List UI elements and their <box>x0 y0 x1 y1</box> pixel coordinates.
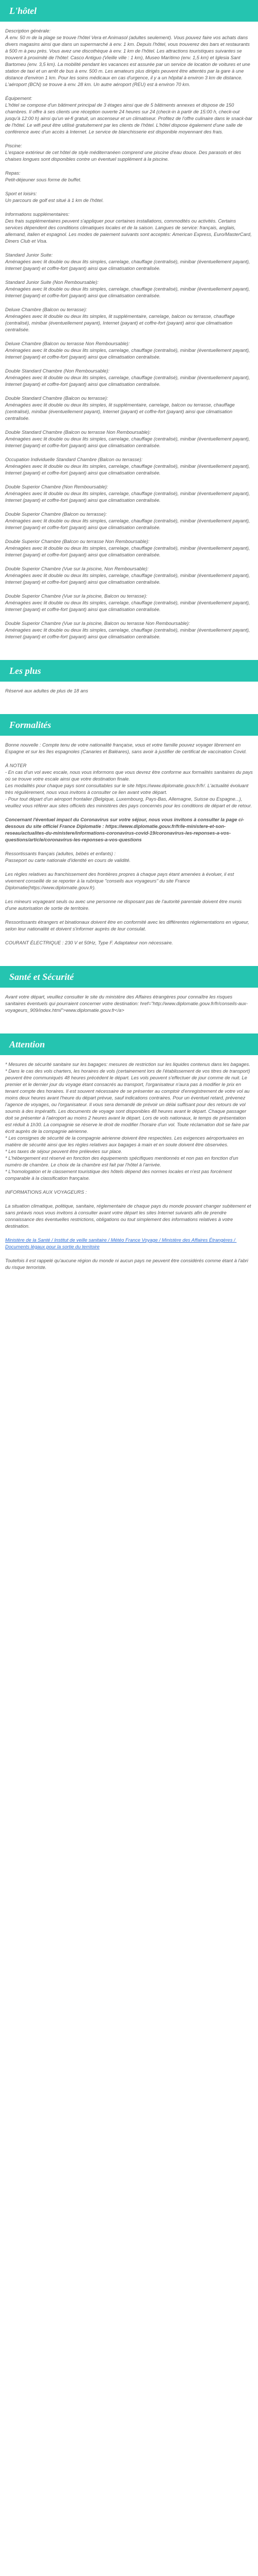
room-paragraph: Double Superior Chambre (Vue sur la piscine, Non Remboursable): Aménagées avec lit double ou deux lits simples, carrelage, chauffage (centralisé), minibar (éventuellement payant), Internet (payant) et coffre-fort (payant) ainsi que climatisation centralisée. <box>5 566 250 585</box>
room-paragraph: Double Standard Chambre (Balcon ou terrasse Non Remboursable): Aménagées avec lit double ou deux lits simples, carrelage, chauffage (centralisé), minibar (éventuellement payant), Internet (payant) et coffre-fort (payant) ainsi que climatisation centralisée. <box>5 430 250 448</box>
formalites-paragraph: Les règles relatives au franchissement des frontières propres à chaque pays étant amenées à évoluer, il est vivement conseillé de se reporter à la rubrique "conseils aux voyageurs" du site France Diplomatie(https://www.diplomatie.gouv.fr). <box>5 872 235 890</box>
section-formalites <box>0 714 258 966</box>
section-title-hotel: L'hôtel <box>0 0 258 22</box>
room-paragraph: Occupation Individuelle Standard Chambre (Balcon ou terrasse): Aménagées avec lit double ou deux lits simples, carrelage, chauffage (centralisé), minibar (éventuellement payant), Internet (payant) et coffre-fort (payant) ainsi que climatisation centralisée. <box>5 457 250 476</box>
section-title-formalites: Formalités <box>0 714 258 736</box>
formalites-paragraph: Ressortissants étrangers et binationaux doivent être en conformité avec les différentes réglementations en vigueur, selon leur nationalité et doivent s'informer auprès de leur consulat. <box>5 920 251 931</box>
room-paragraph: Deluxe Chambre (Balcon ou terrasse Non Remboursable): Aménagées avec lit double ou deux lits simples, carrelage, chauffage (centralisé), minibar (éventuellement payant), Internet (payant) et coffre-fort (payant) ainsi que climatisation centralisée. <box>5 341 250 360</box>
formalites-paragraph: Concernant l'éventuel impact du Coronavirus sur votre séjour, nous vous invitons à consulter la page ci-dessous du site officiel France Diplomatie : https://www.diplomatie.gouv.fr/fr/le-ministere-et-son-reseau/actualites-du-ministere/informations-coronavirus-covid-19/coronavirus-les-reponses-a-vos-questions/article/coronavirus-les-reponses-a-vos-questions <box>5 817 245 842</box>
formalites-paragraph: COURANT ÉLECTRIQUE : 230 V et 50Hz, Type F. Adaptateur non nécessaire. <box>5 940 173 945</box>
attention-links[interactable]: Ministère de la Santé / Institut de veille sanitaire / Météo France Voyage / Ministère des Affaires Étrangères / Documents légaux pour la sortie du territoire <box>5 1238 237 1249</box>
section-title-plus: Les plus <box>0 660 258 682</box>
section-attention <box>0 1033 258 1291</box>
room-paragraph: Double Superior Chambre (Vue sur la piscine, Balcon ou terrasse Non Remboursable): Aménagées avec lit double ou deux lits simples, carrelage, chauffage (centralisé), minibar (éventuellement payant), Internet (payant) et coffre-fort (payant) ainsi que climatisation centralisée. <box>5 621 250 639</box>
attention-paragraph: Toutefois il est rappelé qu'aucune région du monde ni aucun pays ne peuvent être considérés comme étant à l'abri du risque terroriste. <box>5 1258 250 1270</box>
hotel-paragraph: Équipement: L'hôtel se compose d'un bâtiment principal de 3 étages ainsi que de 5 bâtiments annexes et dispose de 150 chambres. Il offre à ses clients une réception ouverte 24 heures sur 24 (check-in à partir de 15:00 h, check-out jusqu'à 12:00 h) ainsi qu'un wi-fi gratuit, un ascenseur et un climatiseur. Profitez de l'offre culinaire dans le snack-bar de l'hôtel. Le wifi peut être utilisé gratuitement par les clients de l'hôtel. L'hôtel dispose également d'une salle de conférence avec d'un accès à Internet. Le service de blanchisserie est disponible moyennant des frais. <box>5 96 252 134</box>
section-plus <box>0 660 258 714</box>
attention-paragraph: * Mesures de sécurité sanitaire sur les bagages: mesures de restriction sur les liquides contenus dans les bagages. * Dans le cas des vols charters, les horaires de vols (certainement lors de l'établissement de vos titres de transport) peuvent être communiqués 48 heures précédent le départ. Les vols peuvent s'effectuer de jour comme de nuit. Le premier et le dernier jour du voyage étant consacrés au transport, l'organisateur n'aura pas à modifier le prix en tenant compte des horaires. Il est souvent nécessaire de se présenter au comptoir d'enregistrement de votre vol au moins deux heures avant l'heure du départ prévue, sauf indications contraires. Pour un éventuel retard, prévenez l'agence de voyages, ou l'organisateur. Il vous sera demandé de prévoir un délai suffisant pour des retours de vol soumis à des impératifs. Les documents de voyage sont disponibles 48 heures avant le départ. Chaque passager doit se présenter à l'aéroport au moins 2 heures avant le départ. Lors de vols nationaux, le temps de présentation est réduit à 1h30. La compagnie se réserve le droit de modifier l'horaire d'un vol. Toute réclamation doit se faire par écrit auprès de la compagnie aérienne. * Les consignes de sécurité de la compagnie aérienne doivent être respectées. Les exigences aéroportuaires en matière de sécurité ainsi que les règles relatives aux bagages à main et en soute doivent être observées. * Les taxes de séjour peuvent être prélevées sur place. * L'hébergement est réservé en fonction des équipements spécifiques mentionnés et non pas en fonction d'un numéro de chambre. Le choix de la chambre est fait par l'hôtel à l'arrivée. * L'homologation et le classement touristique des hôtels dépend des normes locales et n'est pas forcément comparable à la classification française. <box>5 1062 250 1181</box>
section-title-sante: Santé et Sécurité <box>0 966 258 988</box>
hotel-paragraph: Repas: Petit-déjeuner sous forme de buffet. <box>5 171 82 182</box>
sante-paragraph: Avant votre départ, veuillez consulter le site du ministère des Affaires étrangères pour connaître les risques sanitaires éventuels qui pourraient concerner votre destination: href="http://www.diplomatie.gouv.fr/fr/conseils-aux-voyageurs_909/index.html">www.diplomatie.gouv.fr</a> <box>5 994 248 1013</box>
formalites-paragraph: Bonne nouvelle : Compte tenu de votre nationalité française, vous et votre famille pouvez voyager librement en Espagne et sur les îles espagnoles (Canaries et Baléares), sans avoir à justifier de certificat de vaccination Covid. <box>5 742 247 754</box>
room-paragraph: Standard Junior Suite: Aménagées avec lit double ou deux lits simples, carrelage, chauffage (centralisé), minibar (éventuellement payant), Internet (payant) et coffre-fort (payant) ainsi que climatisation centralisée. <box>5 252 250 271</box>
formalites-paragraph: Ressortissants français (adultes, bébés et enfants) : Passeport ou carte nationale d'identité en cours de validité. <box>5 851 131 863</box>
room-paragraph: Standard Junior Suite (Non Remboursable): Aménagées avec lit double ou deux lits simples, carrelage, chauffage (centralisé), minibar (éventuellement payant), Internet (payant) et coffre-fort (payant) ainsi que climatisation centralisée. <box>5 280 250 298</box>
section-hotel <box>0 0 258 660</box>
attention-paragraph: La situation climatique, politique, sanitaire, réglementaire de chaque pays du monde pouvant changer subitement et sans préavis nous vous invitons à consulter avant votre départ les sites Internet suivants afin de prendre connaissance des éventuelles restrictions, obligations ou tout simplement des informations relatives à votre destination. <box>5 1204 253 1229</box>
section-content-formalites <box>0 736 258 966</box>
hotel-paragraph: Sport et loisirs: Un parcours de golf est situé à 1 km de l'hôtel. <box>5 191 104 203</box>
hotel-paragraph: Description générale: À env. 50 m de la plage se trouve l'hôtel Vera et Animasol (adultes seulement). Vous pouvez faire vos achats dans divers magasins ainsi que dans un supermarché à env. 1 km. Depuis l'hôtel, vous trouverez des bars et restaurants à 500 m à peu près. Vous avez une discothèque à env. 1 km de l'hôtel. Les attractions touristiques suivantes se trouvent à proximité de l'hôtel: Casco Antiguo (Vieille ville : 1 km), Museo Marítimo (env. 1,5 km) et Iglesia Sant Bartomeu (env. 3,5 km). La mobilité pendant les vacances est assurée par un service de location de voitures et une station de taxi et un arrêt de bus à env. 500 m. Les amateurs plus dirigés peuvent être attentés par la gare à une distance d'environ 1 km. Pour les soins médicaux en cas d'urgence, il y a un hôpital à environ 3 km de distance. L'aéroport (BCN) se trouve à env. 28 km. Un autre aéroport (REU) est à environ 70 km. <box>5 28 250 87</box>
plus-paragraph: Réservé aux adultes de plus de 18 ans <box>5 688 88 693</box>
room-paragraph: Deluxe Chambre (Balcon ou terrasse): Aménagées avec lit double ou deux lits simples, lit supplémentaire, carrelage, balcon ou terrasse, chauffage (centralisé), minibar (éventuellement payant), Internet (payant) et coffre-fort (payant) ainsi que climatisation centralisée. <box>5 307 235 332</box>
room-paragraph: Double Superior Chambre (Non Remboursable): Aménagées avec lit double ou deux lits simples, carrelage, chauffage (centralisé), minibar (éventuellement payant), Internet (payant) et coffre-fort (payant) ainsi que climatisation centralisée. <box>5 484 250 503</box>
section-content-plus <box>0 682 258 714</box>
hotel-paragraph: Piscine: L'espace extérieur de cet hôtel de style méditerranéen comprend une piscine d'eau douce. Des parasols et des chaises longues sont disponibles contre un éventuel supplément à la piscine. <box>5 143 241 162</box>
section-sante <box>0 966 258 1033</box>
room-paragraph: Double Standard Chambre (Balcon ou terrasse): Aménagées avec lit double ou deux lits simples, lit supplémentaire, carrelage, balcon ou terrasse, chauffage (centralisé), minibar (éventuellement payant), Internet (payant) et coffre-fort (payant) ainsi que climatisation centralisée. <box>5 396 235 421</box>
room-paragraph: Double Superior Chambre (Vue sur la piscine, Balcon ou terrasse): Aménagées avec lit double ou deux lits simples, carrelage, chauffage (centralisé), minibar (éventuellement payant), Internet (payant) et coffre-fort (payant) ainsi que climatisation centralisée. <box>5 594 250 612</box>
section-content-hotel <box>0 22 258 660</box>
section-content-attention <box>0 1055 258 1291</box>
room-paragraph: Double Superior Chambre (Balcon ou terrasse Non Remboursable): Aménagées avec lit double ou deux lits simples, carrelage, chauffage (centralisé), minibar (éventuellement payant), Internet (payant) et coffre-fort (payant) ainsi que climatisation centralisée. <box>5 539 250 557</box>
room-paragraph: Double Superior Chambre (Balcon ou terrasse): Aménagées avec lit double ou deux lits simples, carrelage, chauffage (centralisé), minibar (éventuellement payant), Internet (payant) et coffre-fort (payant) ainsi que climatisation centralisée. <box>5 512 250 530</box>
section-title-attention: Attention <box>0 1033 258 1055</box>
formalites-paragraph: À NOTER - En cas d'un vol avec escale, nous vous informons que vous devrez être conforme aux formalités sanitaires du pays où se trouve votre escale ainsi que votre destination finale. Les modalités pour chaque pays sont consultables sur le site https://www.diplomatie.gouv.fr/fr/. L'actualité évoluant très régulièrement, nous vous invitons à consulter ce lien avant votre départ. - Pour tout départ d'un aéroport frontalier (Belgique, Luxembourg, Pays-Bas, Allemagne, Suisse ou Espagne...), veuillez vous référer aux sites officiels des ministères des pays concernés pour les conditions de départ et de retour. <box>5 763 253 808</box>
attention-paragraph: INFORMATIONS AUX VOYAGEURS : <box>5 1190 87 1195</box>
room-paragraph: Double Standard Chambre (Non Remboursable): Aménagées avec lit double ou deux lits simples, carrelage, chauffage (centralisé), minibar (éventuellement payant), Internet (payant) et coffre-fort (payant) ainsi que climatisation centralisée. <box>5 368 250 387</box>
hotel-paragraph: Informations supplémentaires: Des frais supplémentaires peuvent s'appliquer pour certaines installations, commodités ou activités. Certains services dépendent des conditions climatiques locales et de la saison. Langues de service: français, anglais, allemand, italien et espagnol. Les modes de paiement suivants sont acceptés: American Express, Euro/MasterCard, Diners Club et Visa. <box>5 212 252 244</box>
formalites-paragraph: Les mineurs voyageant seuls ou avec une personne ne disposant pas de l'autorité parentale doivent être munis d'une autorisation de sortie de territoire. <box>5 899 243 911</box>
section-content-sante <box>0 988 258 1033</box>
